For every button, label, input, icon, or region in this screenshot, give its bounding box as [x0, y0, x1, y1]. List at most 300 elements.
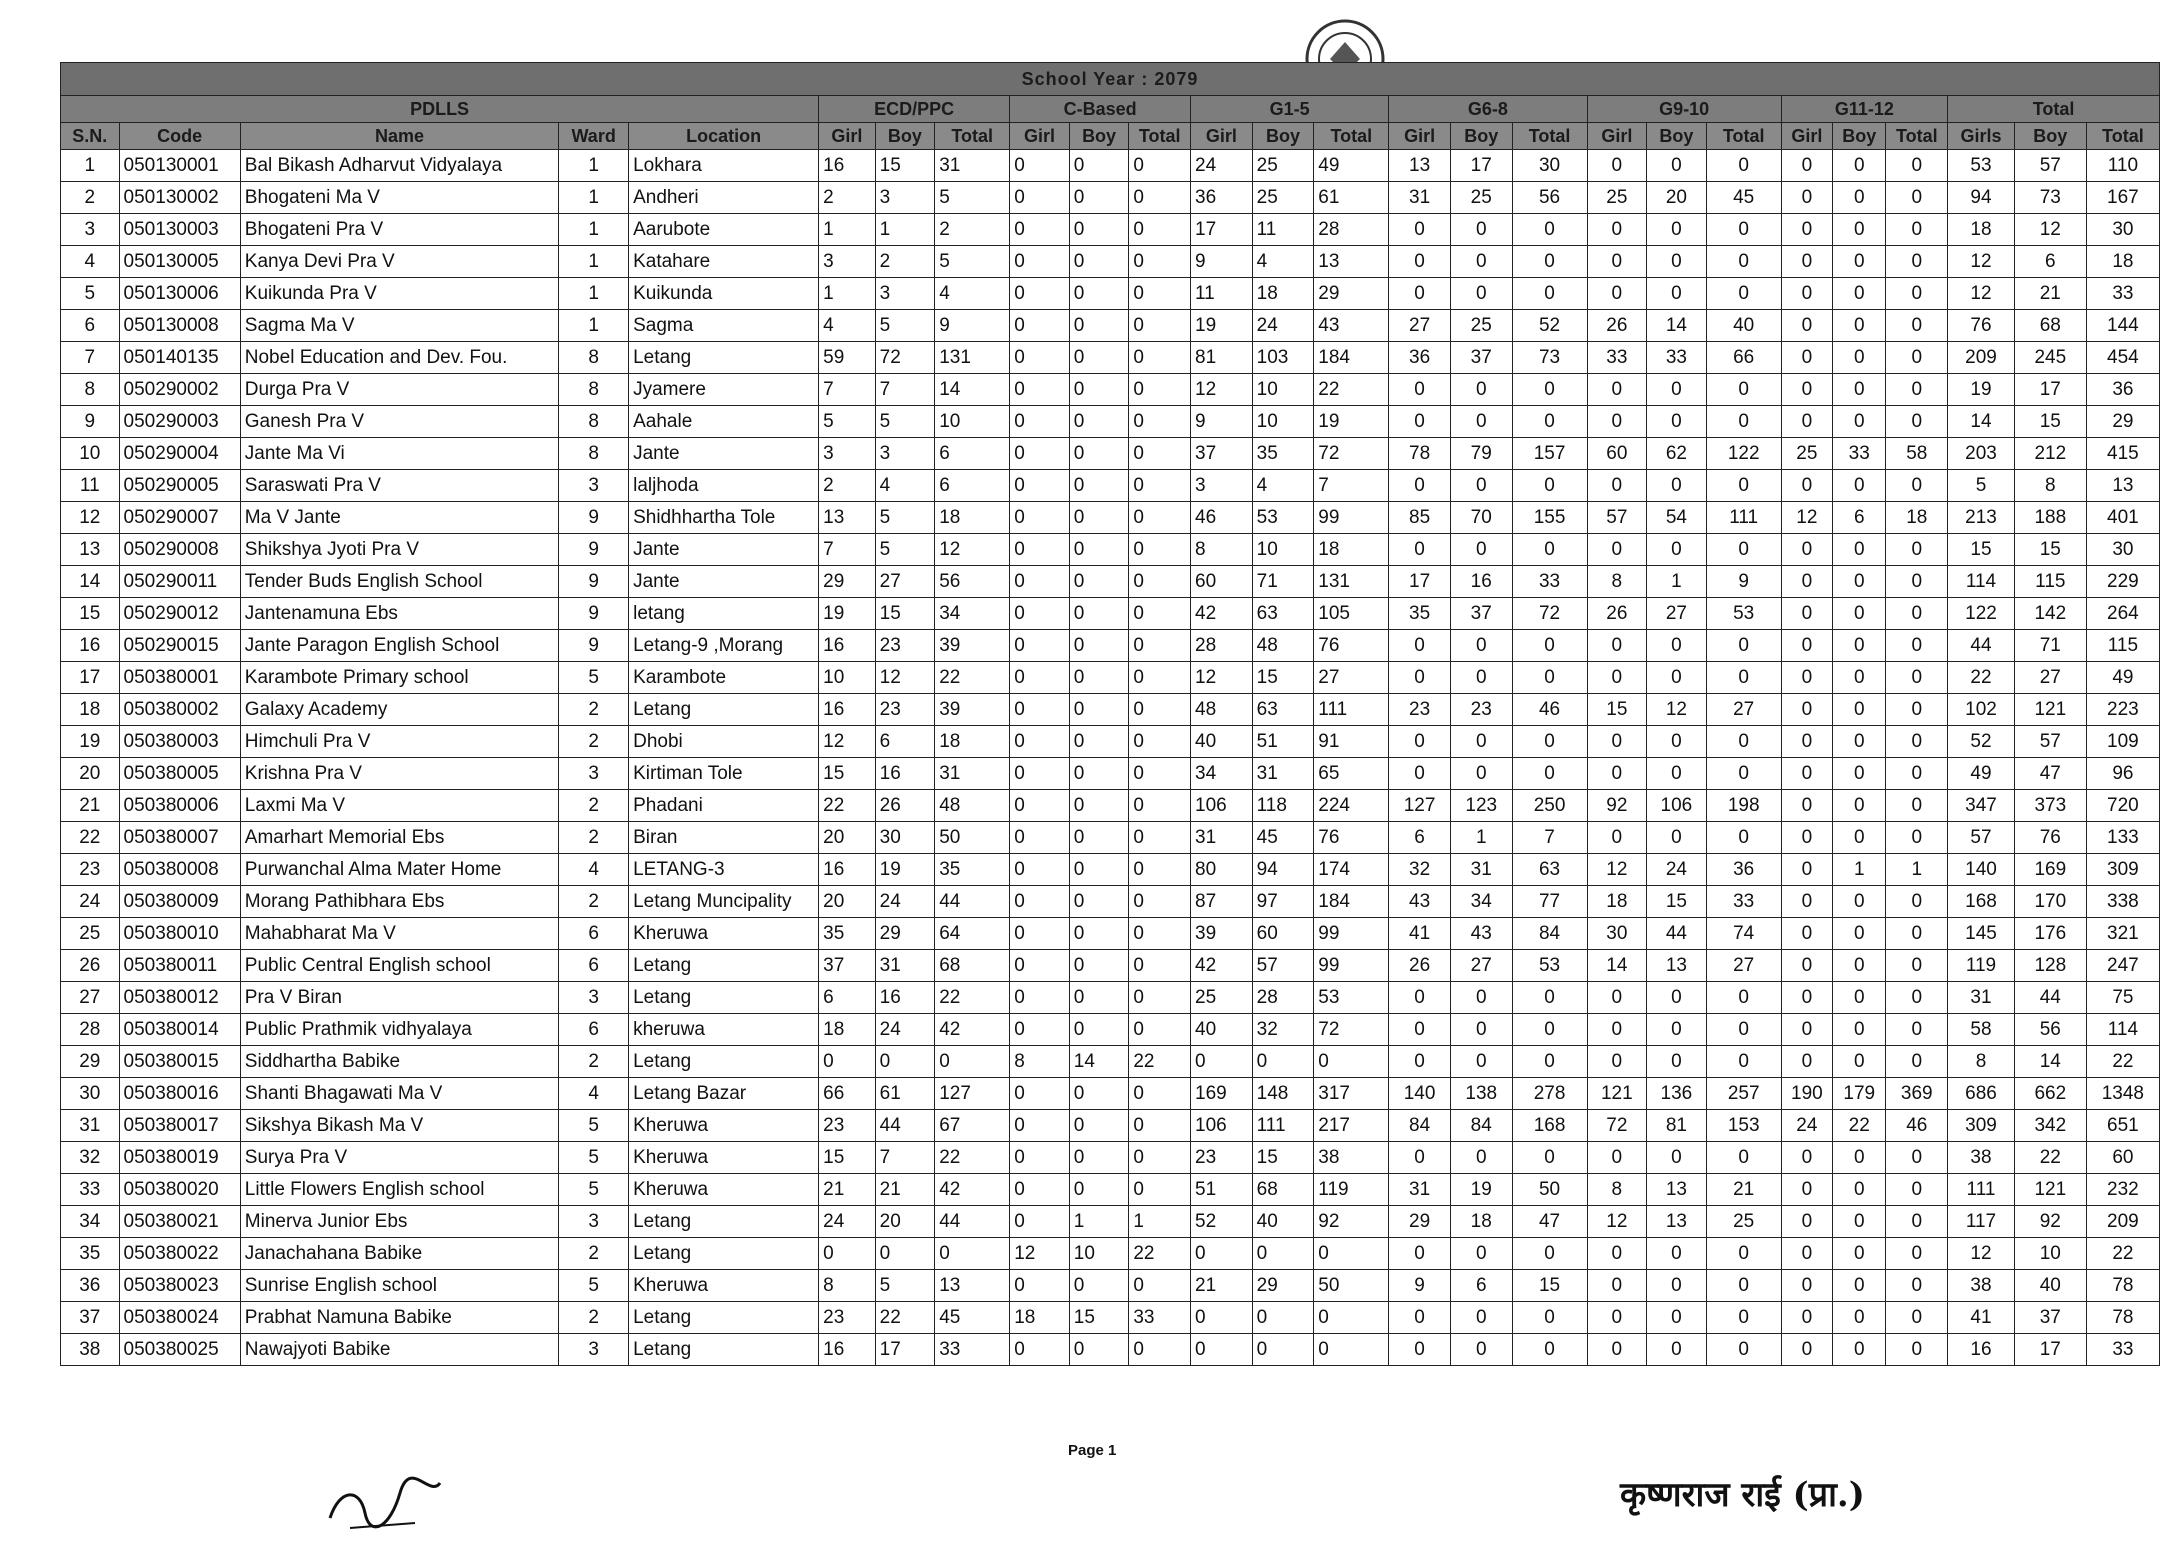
value-cell: 0: [1706, 726, 1781, 758]
value-cell: 20: [819, 886, 876, 918]
sn-cell: 22: [61, 822, 120, 854]
enrollment-table: [60, 62, 2160, 1366]
value-cell: 0: [1587, 278, 1647, 310]
value-cell: 0: [1389, 758, 1451, 790]
value-cell: 369: [1886, 1078, 1948, 1110]
table-row: [61, 246, 2160, 278]
value-cell: 48: [1191, 694, 1253, 726]
code-cell: 050380006: [119, 790, 240, 822]
value-cell: 3: [875, 278, 935, 310]
value-cell: 0: [1587, 1014, 1647, 1046]
value-cell: 21: [1191, 1270, 1253, 1302]
value-cell: 56: [1512, 182, 1587, 214]
value-cell: 0: [1587, 1238, 1647, 1270]
value-cell: 18: [1587, 886, 1647, 918]
value-cell: 53: [1948, 150, 2015, 182]
value-cell: 14: [935, 374, 1010, 406]
value-cell: 53: [1314, 982, 1389, 1014]
group-header-cbased: C-Based: [1010, 96, 1191, 123]
column-header: Total: [1129, 123, 1191, 150]
value-cell: 30: [2086, 214, 2159, 246]
value-cell: 23: [1191, 1142, 1253, 1174]
value-cell: 64: [935, 918, 1010, 950]
value-cell: 0: [1833, 278, 1886, 310]
value-cell: 14: [1647, 310, 1707, 342]
name-cell: Sunrise English school: [240, 1270, 558, 1302]
value-cell: 37: [819, 950, 876, 982]
value-cell: 0: [1010, 950, 1070, 982]
value-cell: 0: [1706, 758, 1781, 790]
value-cell: 0: [1069, 502, 1129, 534]
sn-cell: 5: [61, 278, 120, 310]
value-cell: 78: [2086, 1302, 2159, 1334]
value-cell: 0: [1781, 662, 1832, 694]
value-cell: 309: [1948, 1110, 2015, 1142]
value-cell: 0: [1129, 246, 1191, 278]
value-cell: 16: [819, 854, 876, 886]
value-cell: 373: [2014, 790, 2086, 822]
value-cell: 0: [1886, 1302, 1948, 1334]
value-cell: 6: [1833, 502, 1886, 534]
value-cell: 19: [1948, 374, 2015, 406]
code-cell: 050380020: [119, 1174, 240, 1206]
ward-cell: 3: [559, 982, 629, 1014]
sn-cell: 4: [61, 246, 120, 278]
value-cell: 0: [1010, 854, 1070, 886]
value-cell: 401: [2086, 502, 2159, 534]
value-cell: 0: [1129, 1142, 1191, 1174]
name-cell: Mahabharat Ma V: [240, 918, 558, 950]
value-cell: 0: [1389, 982, 1451, 1014]
sn-cell: 35: [61, 1238, 120, 1270]
value-cell: 121: [2014, 1174, 2086, 1206]
value-cell: 0: [1781, 630, 1832, 662]
code-cell: 050380012: [119, 982, 240, 1014]
code-cell: 050380024: [119, 1302, 240, 1334]
value-cell: 317: [1314, 1078, 1389, 1110]
code-cell: 050380021: [119, 1206, 240, 1238]
value-cell: 11: [1191, 278, 1253, 310]
table-row: [61, 822, 2160, 854]
table-row: [61, 1302, 2160, 1334]
value-cell: 13: [1389, 150, 1451, 182]
value-cell: 97: [1252, 886, 1314, 918]
value-cell: 121: [1587, 1078, 1647, 1110]
location-cell: Kheruwa: [629, 1174, 819, 1206]
column-header: Girl: [1587, 123, 1647, 150]
value-cell: 0: [1781, 1206, 1832, 1238]
value-cell: 50: [1512, 1174, 1587, 1206]
value-cell: 18: [1314, 534, 1389, 566]
value-cell: 115: [2086, 630, 2159, 662]
value-cell: 209: [1948, 342, 2015, 374]
value-cell: 0: [1129, 982, 1191, 1014]
value-cell: 0: [1706, 1142, 1781, 1174]
value-cell: 5: [819, 406, 876, 438]
value-cell: 0: [1450, 1046, 1512, 1078]
value-cell: 1348: [2086, 1078, 2159, 1110]
value-cell: 12: [875, 662, 935, 694]
value-cell: 0: [1512, 470, 1587, 502]
value-cell: 118: [1252, 790, 1314, 822]
value-cell: 15: [2014, 534, 2086, 566]
sn-cell: 13: [61, 534, 120, 566]
value-cell: 43: [1314, 310, 1389, 342]
value-cell: 8: [1587, 1174, 1647, 1206]
location-cell: Kuikunda: [629, 278, 819, 310]
value-cell: 184: [1314, 886, 1389, 918]
value-cell: 59: [819, 342, 876, 374]
value-cell: 0: [1886, 1046, 1948, 1078]
value-cell: 0: [1833, 1174, 1886, 1206]
value-cell: 33: [1587, 342, 1647, 374]
value-cell: 44: [875, 1110, 935, 1142]
value-cell: 19: [1191, 310, 1253, 342]
column-header: Boy: [1252, 123, 1314, 150]
ward-cell: 2: [559, 726, 629, 758]
code-cell: 050130002: [119, 182, 240, 214]
value-cell: 34: [1450, 886, 1512, 918]
value-cell: 33: [1833, 438, 1886, 470]
value-cell: 41: [1389, 918, 1451, 950]
value-cell: 0: [1010, 1174, 1070, 1206]
code-cell: 050380005: [119, 758, 240, 790]
value-cell: 15: [1587, 694, 1647, 726]
value-cell: 264: [2086, 598, 2159, 630]
value-cell: 0: [1886, 278, 1948, 310]
sn-cell: 9: [61, 406, 120, 438]
value-cell: 16: [819, 1334, 876, 1366]
value-cell: 5: [935, 182, 1010, 214]
value-cell: 0: [1781, 1046, 1832, 1078]
value-cell: 153: [1706, 1110, 1781, 1142]
value-cell: 16: [875, 758, 935, 790]
value-cell: 13: [1647, 950, 1707, 982]
value-cell: 10: [2014, 1238, 2086, 1270]
sn-cell: 17: [61, 662, 120, 694]
code-cell: 050380023: [119, 1270, 240, 1302]
value-cell: 0: [1129, 630, 1191, 662]
value-cell: 31: [935, 150, 1010, 182]
value-cell: 58: [1948, 1014, 2015, 1046]
value-cell: 0: [1010, 150, 1070, 182]
value-cell: 37: [2014, 1302, 2086, 1334]
value-cell: 33: [2086, 1334, 2159, 1366]
value-cell: 0: [1512, 374, 1587, 406]
value-cell: 0: [1069, 246, 1129, 278]
value-cell: 0: [1647, 374, 1707, 406]
value-cell: 0: [1833, 150, 1886, 182]
value-cell: 0: [1450, 1014, 1512, 1046]
value-cell: 56: [2014, 1014, 2086, 1046]
value-cell: 27: [1450, 950, 1512, 982]
value-cell: 42: [935, 1174, 1010, 1206]
value-cell: 49: [1948, 758, 2015, 790]
value-cell: 103: [1252, 342, 1314, 374]
value-cell: 72: [1512, 598, 1587, 630]
table-row: [61, 534, 2160, 566]
value-cell: 217: [1314, 1110, 1389, 1142]
value-cell: 34: [1191, 758, 1253, 790]
value-cell: 0: [1833, 470, 1886, 502]
table-row: [61, 950, 2160, 982]
value-cell: 22: [935, 662, 1010, 694]
value-cell: 223: [2086, 694, 2159, 726]
value-cell: 46: [1512, 694, 1587, 726]
value-cell: 0: [1069, 982, 1129, 1014]
value-cell: 57: [2014, 726, 2086, 758]
value-cell: 110: [2086, 150, 2159, 182]
value-cell: 0: [1833, 822, 1886, 854]
value-cell: 144: [2086, 310, 2159, 342]
code-cell: 050380019: [119, 1142, 240, 1174]
column-header: Girl: [819, 123, 876, 150]
value-cell: 0: [1706, 630, 1781, 662]
column-header: Total: [1706, 123, 1781, 150]
value-cell: 0: [1010, 182, 1070, 214]
value-cell: 0: [1010, 1142, 1070, 1174]
ward-cell: 9: [559, 502, 629, 534]
value-cell: 0: [1069, 758, 1129, 790]
value-cell: 22: [1129, 1238, 1191, 1270]
value-cell: 33: [2086, 278, 2159, 310]
value-cell: 0: [1886, 1334, 1948, 1366]
value-cell: 5: [875, 406, 935, 438]
location-cell: letang: [629, 598, 819, 630]
ward-cell: 1: [559, 150, 629, 182]
value-cell: 0: [1781, 1174, 1832, 1206]
value-cell: 85: [1389, 502, 1451, 534]
location-cell: Jante: [629, 438, 819, 470]
table-row: [61, 1110, 2160, 1142]
column-header: Name: [240, 123, 558, 150]
value-cell: 60: [2086, 1142, 2159, 1174]
value-cell: 224: [1314, 790, 1389, 822]
value-cell: 29: [2086, 406, 2159, 438]
name-cell: Galaxy Academy: [240, 694, 558, 726]
value-cell: 0: [1886, 598, 1948, 630]
value-cell: 37: [1191, 438, 1253, 470]
value-cell: 36: [2086, 374, 2159, 406]
value-cell: 127: [1389, 790, 1451, 822]
value-cell: 212: [2014, 438, 2086, 470]
location-cell: Biran: [629, 822, 819, 854]
value-cell: 30: [1512, 150, 1587, 182]
enrollment-sheet: [60, 62, 2160, 1467]
name-cell: Krishna Pra V: [240, 758, 558, 790]
value-cell: 0: [1450, 758, 1512, 790]
value-cell: 0: [1587, 758, 1647, 790]
value-cell: 0: [819, 1046, 876, 1078]
value-cell: 0: [1069, 854, 1129, 886]
location-cell: Jyamere: [629, 374, 819, 406]
value-cell: 11: [1252, 214, 1314, 246]
location-cell: Letang: [629, 950, 819, 982]
value-cell: 0: [1833, 694, 1886, 726]
value-cell: 0: [1069, 374, 1129, 406]
value-cell: 184: [1314, 342, 1389, 374]
value-cell: 0: [1587, 630, 1647, 662]
value-cell: 13: [1314, 246, 1389, 278]
value-cell: 0: [1450, 246, 1512, 278]
value-cell: 0: [1069, 438, 1129, 470]
value-cell: 0: [1781, 726, 1832, 758]
code-cell: 050140135: [119, 342, 240, 374]
value-cell: 48: [1252, 630, 1314, 662]
value-cell: 15: [1252, 1142, 1314, 1174]
sn-cell: 23: [61, 854, 120, 886]
location-cell: Letang: [629, 1206, 819, 1238]
value-cell: 0: [1010, 470, 1070, 502]
value-cell: 1: [819, 214, 876, 246]
value-cell: 168: [1948, 886, 2015, 918]
value-cell: 4: [935, 278, 1010, 310]
value-cell: 16: [819, 150, 876, 182]
value-cell: 6: [875, 726, 935, 758]
value-cell: 0: [1587, 726, 1647, 758]
value-cell: 15: [819, 758, 876, 790]
value-cell: 52: [1948, 726, 2015, 758]
value-cell: 0: [1833, 534, 1886, 566]
value-cell: 0: [1129, 214, 1191, 246]
value-cell: 0: [1129, 406, 1191, 438]
value-cell: 72: [1314, 1014, 1389, 1046]
value-cell: 140: [1389, 1078, 1451, 1110]
value-cell: 47: [1512, 1206, 1587, 1238]
value-cell: 4: [1252, 470, 1314, 502]
value-cell: 8: [2014, 470, 2086, 502]
value-cell: 0: [1647, 630, 1707, 662]
ward-cell: 3: [559, 1334, 629, 1366]
value-cell: 40: [2014, 1270, 2086, 1302]
value-cell: 0: [1587, 982, 1647, 1014]
sn-cell: 24: [61, 886, 120, 918]
sn-cell: 8: [61, 374, 120, 406]
value-cell: 0: [1706, 150, 1781, 182]
ward-cell: 2: [559, 1046, 629, 1078]
value-cell: 27: [1314, 662, 1389, 694]
value-cell: 1: [1129, 1206, 1191, 1238]
value-cell: 5: [1948, 470, 2015, 502]
value-cell: 454: [2086, 342, 2159, 374]
value-cell: 0: [1587, 1334, 1647, 1366]
name-cell: Surya Pra V: [240, 1142, 558, 1174]
value-cell: 36: [1191, 182, 1253, 214]
location-cell: LETANG-3: [629, 854, 819, 886]
code-cell: 050130001: [119, 150, 240, 182]
value-cell: 0: [1129, 1110, 1191, 1142]
value-cell: 232: [2086, 1174, 2159, 1206]
table-row: [61, 342, 2160, 374]
value-cell: 9: [1389, 1270, 1451, 1302]
value-cell: 0: [1450, 982, 1512, 1014]
value-cell: 662: [2014, 1078, 2086, 1110]
value-cell: 8: [1587, 566, 1647, 598]
value-cell: 74: [1706, 918, 1781, 950]
location-cell: Jante: [629, 566, 819, 598]
value-cell: 25: [1252, 150, 1314, 182]
value-cell: 0: [1886, 694, 1948, 726]
value-cell: 0: [1129, 662, 1191, 694]
value-cell: 0: [1833, 1238, 1886, 1270]
value-cell: 0: [1781, 1302, 1832, 1334]
value-cell: 148: [1252, 1078, 1314, 1110]
value-cell: 0: [1010, 374, 1070, 406]
value-cell: 174: [1314, 854, 1389, 886]
value-cell: 13: [935, 1270, 1010, 1302]
value-cell: 0: [1512, 1238, 1587, 1270]
value-cell: 106: [1191, 1110, 1253, 1142]
value-cell: 12: [1587, 1206, 1647, 1238]
value-cell: 0: [1833, 374, 1886, 406]
value-cell: 48: [935, 790, 1010, 822]
value-cell: 0: [1781, 790, 1832, 822]
value-cell: 0: [1833, 182, 1886, 214]
code-cell: 050380008: [119, 854, 240, 886]
value-cell: 0: [1129, 790, 1191, 822]
value-cell: 0: [1781, 950, 1832, 982]
value-cell: 0: [1389, 1334, 1451, 1366]
code-cell: 050380011: [119, 950, 240, 982]
value-cell: 117: [1948, 1206, 2015, 1238]
value-cell: 0: [1129, 918, 1191, 950]
code-cell: 050380009: [119, 886, 240, 918]
value-cell: 0: [1191, 1334, 1253, 1366]
value-cell: 8: [1948, 1046, 2015, 1078]
value-cell: 92: [2014, 1206, 2086, 1238]
name-cell: Prabhat Namuna Babike: [240, 1302, 558, 1334]
ward-cell: 3: [559, 470, 629, 502]
sn-cell: 6: [61, 310, 120, 342]
table-row: [61, 662, 2160, 694]
value-cell: 0: [1069, 918, 1129, 950]
value-cell: 76: [1314, 822, 1389, 854]
value-cell: 0: [1129, 1334, 1191, 1366]
value-cell: 0: [1706, 214, 1781, 246]
value-cell: 1: [1647, 566, 1707, 598]
value-cell: 0: [1886, 1174, 1948, 1206]
value-cell: 321: [2086, 918, 2159, 950]
value-cell: 60: [1191, 566, 1253, 598]
value-cell: 0: [1833, 1046, 1886, 1078]
value-cell: 686: [1948, 1078, 2015, 1110]
value-cell: 0: [1781, 1270, 1832, 1302]
value-cell: 0: [1010, 758, 1070, 790]
value-cell: 0: [1886, 758, 1948, 790]
value-cell: 0: [1647, 1238, 1707, 1270]
value-cell: 0: [1706, 1238, 1781, 1270]
value-cell: 45: [1706, 182, 1781, 214]
name-cell: Purwanchal Alma Mater Home: [240, 854, 558, 886]
value-cell: 0: [1647, 822, 1707, 854]
value-cell: 0: [1389, 662, 1451, 694]
value-cell: 51: [1252, 726, 1314, 758]
value-cell: 37: [1450, 598, 1512, 630]
value-cell: 68: [2014, 310, 2086, 342]
group-header-g9-10: G9-10: [1587, 96, 1781, 123]
column-header: Boy: [1833, 123, 1886, 150]
value-cell: 0: [1512, 1142, 1587, 1174]
value-cell: 75: [2086, 982, 2159, 1014]
value-cell: 651: [2086, 1110, 2159, 1142]
value-cell: 0: [1389, 534, 1451, 566]
location-cell: Sagma: [629, 310, 819, 342]
ward-cell: 9: [559, 630, 629, 662]
value-cell: 0: [1389, 278, 1451, 310]
value-cell: 0: [1010, 1014, 1070, 1046]
name-cell: Nobel Education and Dev. Fou.: [240, 342, 558, 374]
value-cell: 53: [1252, 502, 1314, 534]
